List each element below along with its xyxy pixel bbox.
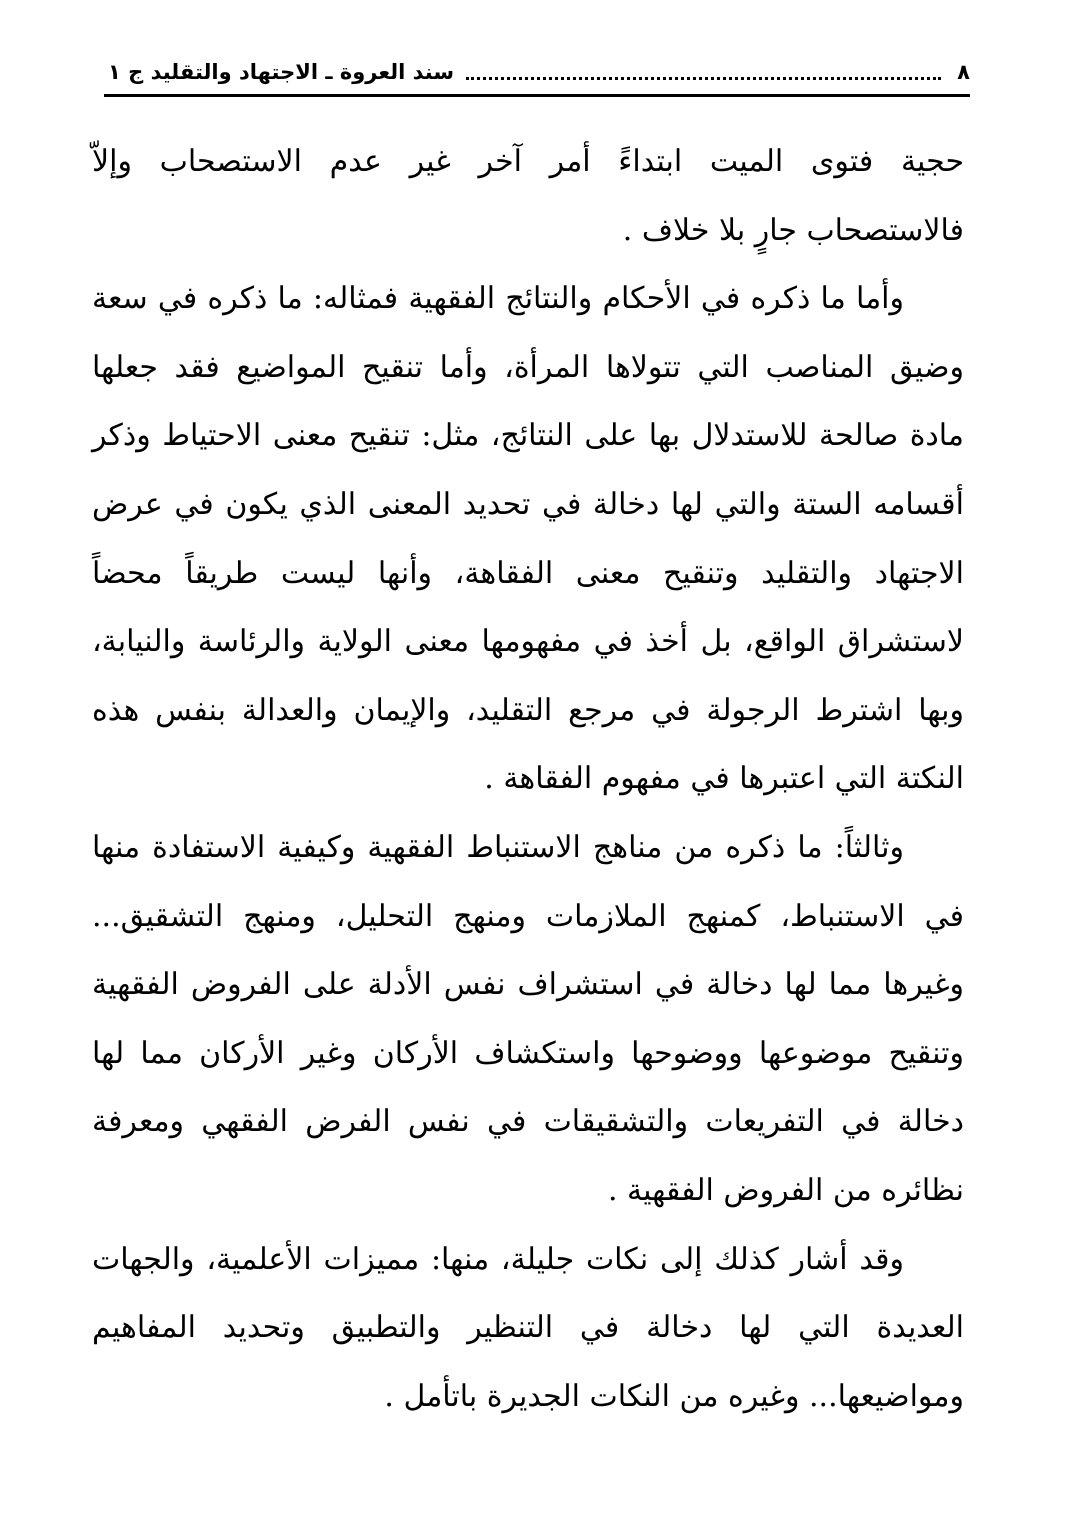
- paragraph-2: وأما ما ذكره في الأحكام والنتائج الفقهية فمثاله: ما ذكره في سعة وضيق المناصب التي تتولاها المرأة، وأما تنقيح المواضيع فقد جعلها مادة صالحة للاستدلال بها على النتائج، مثل: تنقيح معنى الاحتياط وذكر أقسامه الستة والتي لها دخالة في تحديد المعنى الذي يكون في عرض الاجتهاد والتقليد وتنقيح معنى الفقاهة، وأنها ليست طريقاً محضاً لاستشراق الواقع، بل أخذ في مفهومها معنى الولاية والرئاسة والنيابة، وبها اشترط الرجولة في مرجع التقليد، والإيمان والعدالة بنفس هذه النكتة التي اعتبرها في مفهوم الفقاهة .: [92, 281, 964, 797]
- running-header: [108, 52, 970, 92]
- running-title: سند العروة ـ الاجتهاد والتقليد ج ١: [108, 60, 454, 84]
- body-text: [92, 128, 964, 1431]
- paragraph-4: وقد أشار كذلك إلى نكات جليلة، منها: مميزات الأعلمية، والجهات العديدة التي لها دخالة في التنظير والتطبيق وتحديد المفاهيم ومواضيعها... وغيره من النكات الجديرة باتأمل .: [92, 1241, 964, 1414]
- header-dot-leader: [466, 77, 941, 80]
- paragraph-1: حجية فتوى الميت ابتداءً أمر آخر غير عدم الاستصحاب وإلاّ فالاستصحاب جارٍ بلا خلاف .: [92, 144, 964, 248]
- header-rule: [104, 94, 970, 97]
- paragraph-3: وثالثاً: ما ذكره من مناهج الاستنباط الفقهية وكيفية الاستفادة منها في الاستنباط، كمنهج الملازمات ومنهج التحليل، ومنهج التشقيق... وغيرها مما لها دخالة في استشراف نفس الأدلة على الفروض الفقهية وتنقيح موضوعها ووضوحها واستكشاف الأركان وغير الأركان مما لها دخالة في التفريعات والتشقيقات في نفس الفرض الفقهي ومعرفة نظائره من الفروض الفقهية .: [92, 829, 964, 1208]
- page-number: ٨: [957, 60, 970, 84]
